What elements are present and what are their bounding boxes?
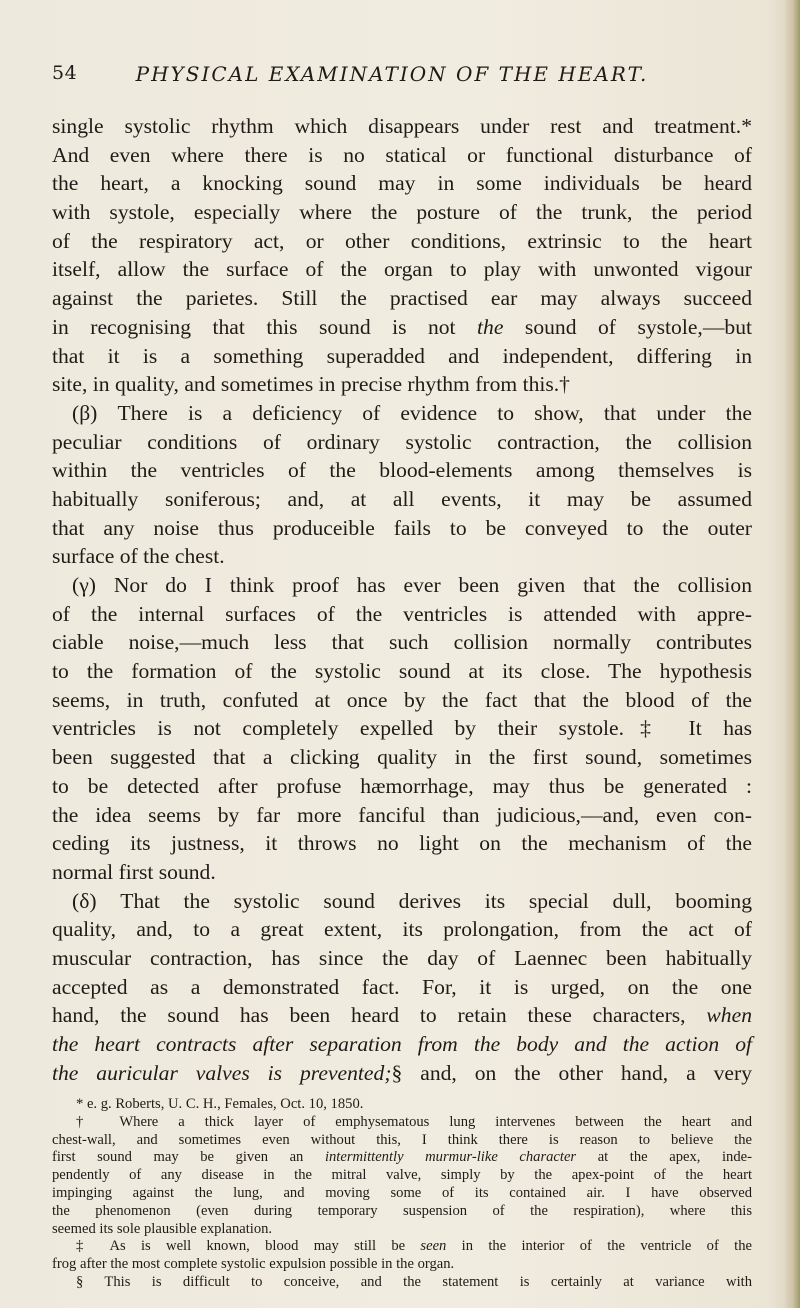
text-line: to the formation of the systolic sound at its close. The hypothesis <box>52 659 752 684</box>
text-line: single systolic rhythm which disappears under rest and treatment.* <box>52 114 752 138</box>
text-line: been suggested that a clicking quality in the first sound, sometimes <box>52 745 752 770</box>
text-line: quality, and, to a great extent, its prolongation, from the act of <box>52 917 752 942</box>
text-line: seems, in truth, confuted at once by the fact that the blood of the <box>52 687 752 712</box>
text-line: with systole, especially where the posture of the trunk, the period <box>52 200 752 225</box>
footnote-line: § This is difficult to conceive, and the statement is certainly at variance with <box>76 1273 752 1290</box>
text-line: that it is a something superadded and independent, differing in <box>52 343 752 368</box>
text-fragment: in the interior of the ventricle of the <box>461 1238 752 1255</box>
text-fragment: and, on the other hand, a very <box>420 1060 752 1085</box>
footnote-line: the phenomenon (even during temporary suspension of the respiration), where this <box>52 1202 752 1219</box>
italic-clause: the heart contracts after separation from the body and the action of <box>52 1032 752 1056</box>
text-line: to be detected after profuse hæmorrhage, may thus be generated : <box>52 773 752 798</box>
text-line: peculiar conditions of ordinary systolic contraction, the collision <box>52 429 752 454</box>
text-line: within the ventricles of the blood-elements among themselves is <box>52 458 752 483</box>
footnote-mark: § <box>391 1060 403 1085</box>
text-line: the heart, a knocking sound may in some individuals be heard <box>52 171 752 196</box>
footnote-line: frog after the most complete systolic expulsion possible in the organ. <box>52 1256 455 1273</box>
text-line: (δ) That the systolic sound derives its special dull, booming <box>72 888 752 913</box>
footnote-line: † Where a thick layer of emphysematous lung intervenes between the heart and <box>76 1113 752 1130</box>
text-line: ventricles is not completely expelled by their systole.‡ It has <box>52 716 752 741</box>
text-line: ciable noise,—much less that such collision normally contributes <box>52 630 752 655</box>
italic-clause: the auricular valves is prevented; <box>52 1060 392 1085</box>
text-line: that any noise thus produceible fails to be conveyed to the outer <box>52 515 752 540</box>
text-line: accepted as a demonstrated fact. For, it is urged, on the one <box>52 974 752 999</box>
text-line <box>52 1030 752 1059</box>
footnote-line <box>52 1149 752 1167</box>
text-line: of the internal surfaces of the ventricles is attended with appre- <box>52 601 752 626</box>
footnote-line <box>52 1238 752 1256</box>
text-line: habitually soniferous; and, at all events, it may be assumed <box>52 486 752 511</box>
footnote-line: pendently of any disease in the mitral valve, simply by the apex-point of the heart <box>52 1167 752 1184</box>
italic-word: seen <box>420 1238 447 1255</box>
body-text <box>52 112 752 1087</box>
footnotes <box>52 1096 752 1292</box>
text-line: muscular contraction, has since the day of Laennec been habitually <box>52 945 752 970</box>
page-edge <box>784 0 800 1308</box>
text-line: itself, allow the surface of the organ to play with unwonted vigour <box>52 257 752 282</box>
footnote-line: * e. g. Roberts, U. C. H., Females, Oct. 10, 1850. <box>76 1096 364 1112</box>
text-line: in recognising that this sound is not the sound of systole,—but <box>52 314 753 339</box>
text-fragment: hand, the sound has been heard to retain these characters, <box>52 1003 686 1028</box>
page-number: 54 <box>52 62 78 84</box>
text-line: site, in quality, and sometimes in precise rhythm from this.† <box>52 372 570 397</box>
text-fragment: at the apex, inde- <box>597 1149 752 1166</box>
text-line <box>52 1059 752 1088</box>
text-line: the idea seems by far more fanciful than judicious,—and, even con- <box>52 802 752 827</box>
page-header <box>52 62 732 92</box>
text-line: (γ) Nor do I think proof has ever been given that the collision <box>72 573 752 597</box>
text-fragment: first sound may be given an <box>52 1149 304 1166</box>
running-title: PHYSICAL EXAMINATION OF THE HEART. <box>135 62 649 86</box>
footnote-line: impinging against the lung, and moving some of its contained air. I have observed <box>52 1184 752 1201</box>
text-line: of the respiratory act, or other conditions, extrinsic to the heart <box>52 228 752 253</box>
text-line: (β) There is a deficiency of evidence to show, that under the <box>72 400 752 425</box>
text-line: surface of the chest. <box>52 544 225 569</box>
text-line: ceding its justness, it throws no light on the mechanism of the <box>52 831 752 856</box>
text-line <box>52 1001 752 1030</box>
text-line: normal first sound. <box>52 859 216 884</box>
text-fragment: ‡ As is well known, blood may still be <box>76 1238 406 1255</box>
italic-word: when <box>706 1003 752 1028</box>
text-line: And even where there is no statical or functional disturbance of <box>52 142 752 167</box>
italic-phrase: intermittently murmur-like character <box>324 1149 577 1166</box>
footnote-line: chest-wall, and sometimes even without this, I think there is reason to believe the <box>52 1131 752 1148</box>
text-line: against the parietes. Still the practised ear may always succeed <box>52 286 752 311</box>
footnote-line: seemed its sole plausible explanation. <box>52 1220 273 1237</box>
